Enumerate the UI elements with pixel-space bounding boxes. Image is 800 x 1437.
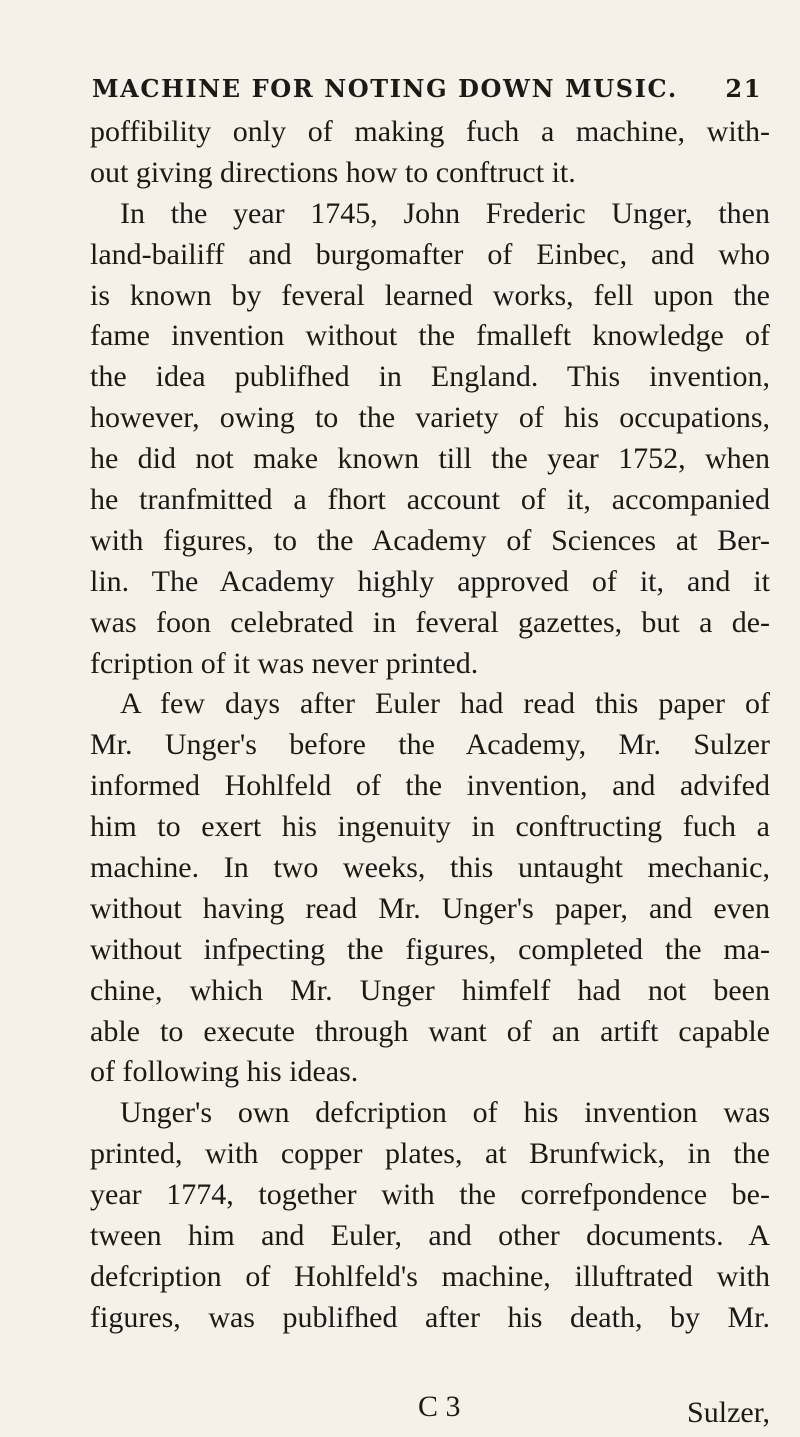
text-line: land-bailiff and burgomafter of Einbec, and who — [90, 237, 770, 271]
text-line: he did not make known till the year 1752, when — [90, 442, 770, 476]
text-line: of following his ideas. — [90, 1055, 359, 1089]
text-line: him to exert his ingenuity in conftructing fuch a — [90, 810, 770, 844]
text-line: he tranfmitted a fhort account of it, accompanied — [90, 483, 770, 517]
text-line: able to execute through want of an artift capable — [90, 1014, 770, 1048]
text-line: poffibility only of making fuch a machine, with- — [90, 115, 770, 148]
text-line: printed, with copper plates, at Brunfwick, in the — [90, 1137, 770, 1171]
text-line: Mr. Unger's before the Academy, Mr. Sulzer — [90, 728, 770, 762]
page-footer — [90, 1390, 770, 1432]
running-head — [92, 74, 772, 108]
text-line: figures, was publifhed after his death, by Mr. — [90, 1300, 770, 1334]
page-number: 21 — [725, 74, 762, 103]
text-line: however, owing to the variety of his occupations, — [90, 401, 770, 435]
text-line: In the year 1745, John Frederic Unger, then — [120, 196, 770, 230]
catchword: Sulzer, — [687, 1396, 770, 1429]
text-line: Unger's own defcription of his invention was — [120, 1096, 770, 1130]
text-line: tween him and Euler, and other documents. A — [90, 1219, 770, 1253]
text-line: out giving directions how to conftruct it. — [90, 155, 576, 189]
text-line: lin. The Academy highly approved of it, and it — [90, 564, 770, 598]
text-line: fame invention without the fmalleft knowledge of — [90, 319, 770, 353]
signature-mark: C 3 — [418, 1390, 461, 1423]
text-line: without having read Mr. Unger's paper, and even — [90, 891, 770, 925]
text-line: year 1774, together with the correfpondence be- — [90, 1178, 770, 1212]
text-line: chine, which Mr. Unger himfelf had not been — [90, 973, 770, 1007]
text-line: informed Hohlfeld of the invention, and advifed — [90, 769, 770, 803]
text-line: was foon celebrated in feveral gazettes, but a de- — [90, 605, 770, 639]
text-line: with figures, to the Academy of Sciences at Ber- — [90, 523, 770, 557]
running-title: MACHINE FOR NOTING DOWN MUSIC. — [92, 74, 678, 103]
body-text — [90, 112, 770, 1339]
text-line: the idea publifhed in England. This invention, — [90, 360, 770, 394]
text-line: defcription of Hohlfeld's machine, illuftrated with — [90, 1259, 770, 1293]
text-line: machine. In two weeks, this untaught mechanic, — [90, 851, 770, 885]
text-line: fcription of it was never printed. — [90, 646, 479, 680]
text-line: is known by feveral learned works, fell upon the — [90, 278, 770, 312]
text-line: A few days after Euler had read this paper of — [120, 687, 770, 721]
text-line: without infpecting the figures, completed the ma- — [90, 932, 770, 966]
